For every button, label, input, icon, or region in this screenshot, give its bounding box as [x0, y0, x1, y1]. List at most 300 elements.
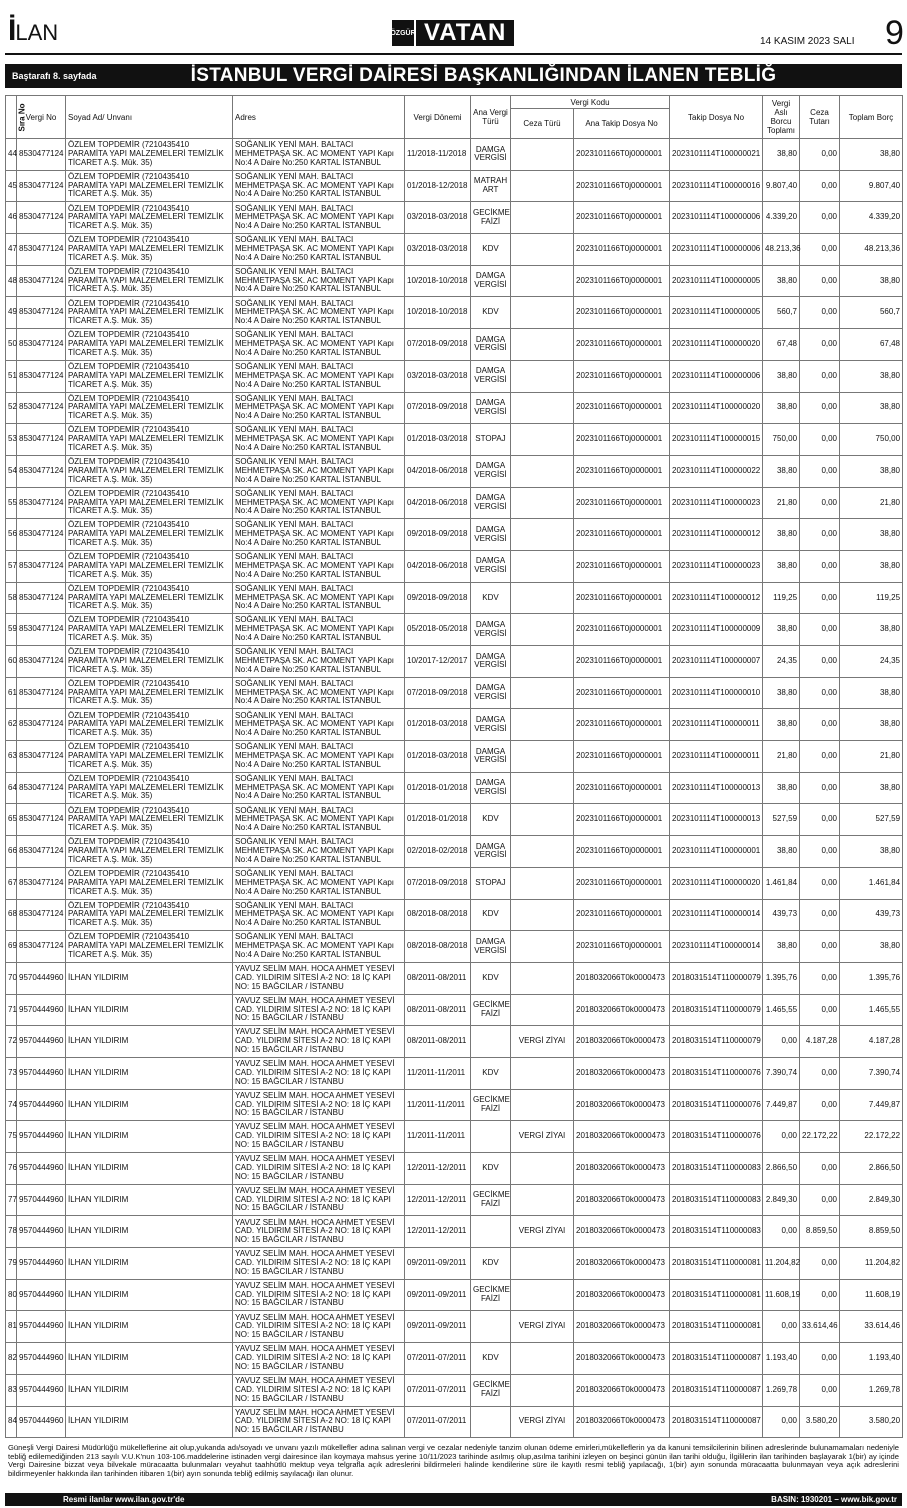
cell-asli: 0,00 — [763, 1311, 800, 1343]
cell-ceza-tutari: 0,00 — [800, 994, 840, 1026]
cell-toplam: 48.213,36 — [840, 234, 903, 266]
cell-takip: 2018031514T110000083 — [670, 1153, 763, 1185]
cell-donem: 10/2017-12/2017 — [405, 646, 471, 678]
cell-ana-takip: 2023101166T0j0000001 — [574, 202, 670, 234]
cell-sira: 50 — [6, 329, 17, 361]
cell-toplam: 38,80 — [840, 772, 903, 804]
col-asli: Vergi Aslı Borcu Toplamı — [763, 96, 800, 139]
cell-adres: SOĞANLIK YENİ MAH. BALTACI MEHMETPAŞA SK. AC MOMENT YAPI Kapı No:4 A Daire No:250 KARTAL İSTANBUL — [233, 550, 405, 582]
cell-donem: 07/2011-07/2011 — [405, 1406, 471, 1438]
cell-adres: YAVUZ SELİM MAH. HOCA AHMET YESEVİ CAD. YILDIRIM SİTESİ A-2 NO: 18 İÇ KAPI NO: 15 BAĞCILAR / İSTANBU — [233, 962, 405, 994]
cell-ana-takip: 2018032066T0k0000473 — [574, 1121, 670, 1153]
continued-from: Baştarafı 8. sayfada — [12, 71, 97, 81]
cell-adres: YAVUZ SELİM MAH. HOCA AHMET YESEVİ CAD. YILDIRIM SİTESİ A-2 NO: 18 İÇ KAPI NO: 15 BAĞCILAR / İSTANBU — [233, 1248, 405, 1280]
cell-ana-vergi: DAMGA VERGİSİ — [471, 455, 511, 487]
cell-vergi-no: 8530477124 — [17, 455, 66, 487]
cell-adres: SOĞANLIK YENİ MAH. BALTACI MEHMETPAŞA SK. AC MOMENT YAPI Kapı No:4 A Daire No:250 KARTAL İSTANBUL — [233, 677, 405, 709]
section-label — [8, 14, 58, 48]
cell-ana-takip: 2018032066T0k0000473 — [574, 1089, 670, 1121]
cell-ceza-tutari: 0,00 — [800, 867, 840, 899]
section-initial: İ — [8, 14, 16, 47]
cell-unvan: ÖZLEM TOPDEMİR (7210435410 PARAMİTA YAPI MALZEMELERİ TEMİZLİK TİCARET A.Ş. Mük. 35) — [66, 170, 233, 202]
cell-asli: 11.608,19 — [763, 1279, 800, 1311]
cell-ceza-turu: VERGİ ZİYAI — [511, 1406, 574, 1438]
cell-ceza-turu — [511, 1343, 574, 1375]
cell-vergi-no: 8530477124 — [17, 550, 66, 582]
col-vergi-kodu: Vergi Kodu — [511, 96, 670, 109]
title-bar — [5, 64, 902, 88]
cell-unvan: ÖZLEM TOPDEMİR (7210435410 PARAMİTA YAPI MALZEMELERİ TEMİZLİK TİCARET A.Ş. Mük. 35) — [66, 899, 233, 931]
cell-ana-vergi: GECİKME FAİZİ — [471, 202, 511, 234]
legal-footnote: Güneşli Vergi Dairesi Müdürlüğü mükelleflerine ait olup,yukanda adı/soyadı ve unvanı yazılı mükellefler adına salınan vergi ve cezalar nedeniyle tanzim olunan ödeme emirleri,mükelleflerin ya da kanuni temsilcilerinin bilinen adreslerinde bulunamamaları nedeniyle tebliğ edilemediğinden 213 sayılı V.U.K'nun 103-106.maddelerine istinaden vergi dairesince ilan koymaya mahsus yerine 10/11/2023 tarihinde asılmış olup,asılma tarihini izleyen on beşinci günün ilan tarihi olduğu, İlgililerin ilan tarihinden başlayarak 1(bir) ay içinde Vergi Dairesine bizzat veya bilvekale müracaatta bulunmaları veyahut taahhütlü mektup veya telgrafla açık adreslerini bildirmeleri halinde kendilerine süre ile kayıtlı resmi tebliğ yapılacağı, 1(bir) ayın sonunda müracaatta bulunmayan veya açık adreslerini bildirmeyenler hakkında ilan tarihinden itibaren 1(bir) ayın sonunda tebliğ edilmiş sayılacağı ilan olunur. — [8, 1443, 899, 1478]
notice-table — [5, 95, 903, 1438]
cell-asli: 48.213,36 — [763, 234, 800, 266]
cell-asli: 0,00 — [763, 1406, 800, 1438]
cell-sira: 74 — [6, 1089, 17, 1121]
cell-unvan: ÖZLEM TOPDEMİR (7210435410 PARAMİTA YAPI MALZEMELERİ TEMİZLİK TİCARET A.Ş. Mük. 35) — [66, 741, 233, 773]
cell-ceza-turu — [511, 392, 574, 424]
cell-ceza-tutari: 0,00 — [800, 1089, 840, 1121]
table-row — [6, 202, 903, 234]
cell-adres: SOĞANLIK YENİ MAH. BALTACI MEHMETPAŞA SK. AC MOMENT YAPI Kapı No:4 A Daire No:250 KARTAL İSTANBUL — [233, 329, 405, 361]
cell-asli: 1.395,76 — [763, 962, 800, 994]
cell-ceza-tutari: 0,00 — [800, 550, 840, 582]
cell-vergi-no: 8530477124 — [17, 360, 66, 392]
cell-sira: 46 — [6, 202, 17, 234]
cell-adres: SOĞANLIK YENİ MAH. BALTACI MEHMETPAŞA SK. AC MOMENT YAPI Kapı No:4 A Daire No:250 KARTAL İSTANBUL — [233, 202, 405, 234]
cell-toplam: 4.187,28 — [840, 1026, 903, 1058]
cell-adres: SOĞANLIK YENİ MAH. BALTACI MEHMETPAŞA SK. AC MOMENT YAPI Kapı No:4 A Daire No:250 KARTAL İSTANBUL — [233, 139, 405, 171]
cell-toplam: 38,80 — [840, 709, 903, 741]
cell-donem: 07/2011-07/2011 — [405, 1374, 471, 1406]
cell-takip: 2018031514T110000076 — [670, 1121, 763, 1153]
cell-unvan: İLHAN YILDIRIM — [66, 1089, 233, 1121]
cell-adres: YAVUZ SELİM MAH. HOCA AHMET YESEVİ CAD. YILDIRIM SİTESİ A-2 NO: 18 İÇ KAPI NO: 15 BAĞCILAR / İSTANBU — [233, 1374, 405, 1406]
issue-date: 14 KASIM 2023 SALI — [760, 36, 855, 47]
cell-toplam: 750,00 — [840, 424, 903, 456]
cell-sira: 55 — [6, 487, 17, 519]
cell-ana-takip: 2023101166T0j0000001 — [574, 614, 670, 646]
cell-ceza-tutari: 0,00 — [800, 709, 840, 741]
cell-asli: 1.193,40 — [763, 1343, 800, 1375]
table-row — [6, 1311, 903, 1343]
cell-ana-vergi: DAMGA VERGİSİ — [471, 709, 511, 741]
cell-vergi-no: 8530477124 — [17, 234, 66, 266]
cell-asli: 38,80 — [763, 455, 800, 487]
cell-ana-takip: 2018032066T0k0000473 — [574, 1279, 670, 1311]
cell-donem: 07/2018-09/2018 — [405, 392, 471, 424]
cell-adres: SOĞANLIK YENİ MAH. BALTACI MEHMETPAŞA SK. AC MOMENT YAPI Kapı No:4 A Daire No:250 KARTAL İSTANBUL — [233, 455, 405, 487]
cell-unvan: İLHAN YILDIRIM — [66, 1311, 233, 1343]
cell-toplam: 7.449,87 — [840, 1089, 903, 1121]
cell-donem: 01/2018-03/2018 — [405, 741, 471, 773]
cell-vergi-no: 9570444960 — [17, 962, 66, 994]
cell-ana-vergi: DAMGA VERGİSİ — [471, 550, 511, 582]
cell-ceza-turu — [511, 234, 574, 266]
cell-donem: 01/2018-01/2018 — [405, 804, 471, 836]
cell-sira: 68 — [6, 899, 17, 931]
cell-donem: 04/2018-06/2018 — [405, 487, 471, 519]
cell-adres: YAVUZ SELİM MAH. HOCA AHMET YESEVİ CAD. YILDIRIM SİTESİ A-2 NO: 18 İÇ KAPI NO: 15 BAĞCILAR / İSTANBU — [233, 1279, 405, 1311]
cell-donem: 09/2011-09/2011 — [405, 1248, 471, 1280]
cell-ana-vergi: DAMGA VERGİSİ — [471, 646, 511, 678]
cell-unvan: ÖZLEM TOPDEMİR (7210435410 PARAMİTA YAPI MALZEMELERİ TEMİZLİK TİCARET A.Ş. Mük. 35) — [66, 550, 233, 582]
footer-bar — [5, 1493, 902, 1506]
cell-asli: 1.461,84 — [763, 867, 800, 899]
cell-unvan: ÖZLEM TOPDEMİR (7210435410 PARAMİTA YAPI MALZEMELERİ TEMİZLİK TİCARET A.Ş. Mük. 35) — [66, 139, 233, 171]
cell-adres: YAVUZ SELİM MAH. HOCA AHMET YESEVİ CAD. YILDIRIM SİTESİ A-2 NO: 18 İÇ KAPI NO: 15 BAĞCILAR / İSTANBU — [233, 1089, 405, 1121]
cell-asli: 1.269,78 — [763, 1374, 800, 1406]
cell-ana-takip: 2023101166T0j0000001 — [574, 297, 670, 329]
cell-adres: YAVUZ SELİM MAH. HOCA AHMET YESEVİ CAD. YILDIRIM SİTESİ A-2 NO: 18 İÇ KAPI NO: 15 BAĞCILAR / İSTANBU — [233, 1216, 405, 1248]
cell-unvan: ÖZLEM TOPDEMİR (7210435410 PARAMİTA YAPI MALZEMELERİ TEMİZLİK TİCARET A.Ş. Mük. 35) — [66, 582, 233, 614]
table-row — [6, 1406, 903, 1438]
cell-asli: 2.849,30 — [763, 1184, 800, 1216]
cell-toplam: 1.461,84 — [840, 867, 903, 899]
cell-sira: 69 — [6, 931, 17, 963]
cell-adres: SOĞANLIK YENİ MAH. BALTACI MEHMETPAŞA SK. AC MOMENT YAPI Kapı No:4 A Daire No:250 KARTAL İSTANBUL — [233, 392, 405, 424]
cell-ana-takip: 2018032066T0k0000473 — [574, 1248, 670, 1280]
cell-adres: YAVUZ SELİM MAH. HOCA AHMET YESEVİ CAD. YILDIRIM SİTESİ A-2 NO: 18 İÇ KAPI NO: 15 BAĞCILAR / İSTANBU — [233, 1343, 405, 1375]
cell-unvan: ÖZLEM TOPDEMİR (7210435410 PARAMİTA YAPI MALZEMELERİ TEMİZLİK TİCARET A.Ş. Mük. 35) — [66, 709, 233, 741]
cell-sira: 84 — [6, 1406, 17, 1438]
cell-ana-takip: 2023101166T0j0000001 — [574, 170, 670, 202]
cell-asli: 0,00 — [763, 1121, 800, 1153]
cell-asli: 4.339,20 — [763, 202, 800, 234]
cell-asli: 38,80 — [763, 836, 800, 868]
cell-vergi-no: 9570444960 — [17, 1216, 66, 1248]
cell-ceza-tutari: 0,00 — [800, 931, 840, 963]
cell-vergi-no: 9570444960 — [17, 1279, 66, 1311]
cell-takip: 2023101114T100000010 — [670, 677, 763, 709]
cell-ceza-tutari: 0,00 — [800, 297, 840, 329]
cell-ceza-turu — [511, 1374, 574, 1406]
cell-ana-vergi: GECİKME FAİZİ — [471, 994, 511, 1026]
table-row — [6, 1216, 903, 1248]
cell-ana-vergi: KDV — [471, 582, 511, 614]
cell-ceza-tutari: 4.187,28 — [800, 1026, 840, 1058]
cell-vergi-no: 8530477124 — [17, 899, 66, 931]
table-row — [6, 139, 903, 171]
footer-ilan-link: Resmi ilanlar www.ilan.gov.tr'de — [63, 1495, 185, 1504]
cell-sira: 65 — [6, 804, 17, 836]
cell-sira: 59 — [6, 614, 17, 646]
cell-ana-vergi: DAMGA VERGİSİ — [471, 487, 511, 519]
cell-sira: 60 — [6, 646, 17, 678]
cell-unvan: İLHAN YILDIRIM — [66, 962, 233, 994]
cell-ceza-tutari: 0,00 — [800, 139, 840, 171]
cell-ceza-tutari: 3.580,20 — [800, 1406, 840, 1438]
cell-adres: SOĞANLIK YENİ MAH. BALTACI MEHMETPAŞA SK. AC MOMENT YAPI Kapı No:4 A Daire No:250 KARTAL İSTANBUL — [233, 772, 405, 804]
cell-unvan: İLHAN YILDIRIM — [66, 1184, 233, 1216]
cell-ceza-tutari: 0,00 — [800, 360, 840, 392]
cell-asli: 67,48 — [763, 329, 800, 361]
logo-badge: ÖZGÜR — [392, 20, 414, 46]
cell-adres: SOĞANLIK YENİ MAH. BALTACI MEHMETPAŞA SK. AC MOMENT YAPI Kapı No:4 A Daire No:250 KARTAL İSTANBUL — [233, 614, 405, 646]
cell-sira: 67 — [6, 867, 17, 899]
cell-sira: 73 — [6, 1057, 17, 1089]
cell-ana-vergi: KDV — [471, 1057, 511, 1089]
cell-asli: 38,80 — [763, 392, 800, 424]
table-row — [6, 234, 903, 266]
cell-donem: 05/2018-05/2018 — [405, 614, 471, 646]
cell-donem: 11/2018-11/2018 — [405, 139, 471, 171]
cell-adres: SOĞANLIK YENİ MAH. BALTACI MEHMETPAŞA SK. AC MOMENT YAPI Kapı No:4 A Daire No:250 KARTAL İSTANBUL — [233, 836, 405, 868]
cell-donem: 09/2018-09/2018 — [405, 519, 471, 551]
cell-takip: 2018031514T110000087 — [670, 1343, 763, 1375]
cell-adres: YAVUZ SELİM MAH. HOCA AHMET YESEVİ CAD. YILDIRIM SİTESİ A-2 NO: 18 İÇ KAPI NO: 15 BAĞCILAR / İSTANBU — [233, 1121, 405, 1153]
table-row — [6, 1121, 903, 1153]
cell-ana-takip: 2023101166T0j0000001 — [574, 582, 670, 614]
cell-ceza-turu — [511, 741, 574, 773]
cell-unvan: İLHAN YILDIRIM — [66, 1406, 233, 1438]
logo-text: VATAN — [416, 20, 514, 46]
cell-vergi-no: 9570444960 — [17, 1153, 66, 1185]
newspaper-logo — [392, 20, 514, 46]
cell-ceza-turu — [511, 836, 574, 868]
cell-toplam: 119,25 — [840, 582, 903, 614]
cell-ana-vergi: STOPAJ — [471, 867, 511, 899]
cell-adres: YAVUZ SELİM MAH. HOCA AHMET YESEVİ CAD. YILDIRIM SİTESİ A-2 NO: 18 İÇ KAPI NO: 15 BAĞCILAR / İSTANBU — [233, 1057, 405, 1089]
cell-ana-vergi — [471, 1406, 511, 1438]
cell-unvan: ÖZLEM TOPDEMİR (7210435410 PARAMİTA YAPI MALZEMELERİ TEMİZLİK TİCARET A.Ş. Mük. 35) — [66, 455, 233, 487]
cell-ceza-tutari: 0,00 — [800, 582, 840, 614]
cell-sira: 49 — [6, 297, 17, 329]
col-toplam: Toplam Borç — [840, 96, 903, 139]
table-row — [6, 550, 903, 582]
cell-ana-takip: 2023101166T0j0000001 — [574, 424, 670, 456]
table-row — [6, 1374, 903, 1406]
cell-vergi-no: 8530477124 — [17, 392, 66, 424]
col-donem: Vergi Dönemi — [405, 96, 471, 139]
cell-toplam: 38,80 — [840, 677, 903, 709]
table-row — [6, 962, 903, 994]
cell-ana-vergi: KDV — [471, 962, 511, 994]
cell-asli: 38,80 — [763, 139, 800, 171]
cell-ana-takip: 2023101166T0j0000001 — [574, 455, 670, 487]
cell-adres: SOĞANLIK YENİ MAH. BALTACI MEHMETPAŞA SK. AC MOMENT YAPI Kapı No:4 A Daire No:250 KARTAL İSTANBUL — [233, 519, 405, 551]
cell-ceza-turu — [511, 899, 574, 931]
cell-toplam: 38,80 — [840, 265, 903, 297]
cell-toplam: 1.193,40 — [840, 1343, 903, 1375]
col-ceza-turu: Ceza Türü — [511, 109, 574, 139]
cell-sira: 75 — [6, 1121, 17, 1153]
table-row — [6, 455, 903, 487]
table-row — [6, 519, 903, 551]
cell-toplam: 560,7 — [840, 297, 903, 329]
cell-donem: 11/2011-11/2011 — [405, 1057, 471, 1089]
col-ana-takip: Ana Takip Dosya No — [574, 109, 670, 139]
cell-toplam: 2.866,50 — [840, 1153, 903, 1185]
cell-asli: 38,80 — [763, 709, 800, 741]
cell-takip: 2023101114T100000016 — [670, 170, 763, 202]
cell-sira: 63 — [6, 741, 17, 773]
cell-adres: YAVUZ SELİM MAH. HOCA AHMET YESEVİ CAD. YILDIRIM SİTESİ A-2 NO: 18 İÇ KAPI NO: 15 BAĞCILAR / İSTANBU — [233, 1184, 405, 1216]
cell-ana-vergi — [471, 1026, 511, 1058]
table-row — [6, 1153, 903, 1185]
cell-ceza-tutari: 0,00 — [800, 1279, 840, 1311]
cell-unvan: İLHAN YILDIRIM — [66, 1216, 233, 1248]
cell-asli: 21,80 — [763, 741, 800, 773]
cell-takip: 2018031514T110000079 — [670, 1026, 763, 1058]
cell-unvan: ÖZLEM TOPDEMİR (7210435410 PARAMİTA YAPI MALZEMELERİ TEMİZLİK TİCARET A.Ş. Mük. 35) — [66, 297, 233, 329]
cell-unvan: ÖZLEM TOPDEMİR (7210435410 PARAMİTA YAPI MALZEMELERİ TEMİZLİK TİCARET A.Ş. Mük. 35) — [66, 804, 233, 836]
cell-vergi-no: 8530477124 — [17, 265, 66, 297]
cell-toplam: 2.849,30 — [840, 1184, 903, 1216]
cell-ceza-turu — [511, 424, 574, 456]
cell-toplam: 11.204,82 — [840, 1248, 903, 1280]
cell-toplam: 439,73 — [840, 899, 903, 931]
cell-toplam: 1.395,76 — [840, 962, 903, 994]
cell-unvan: İLHAN YILDIRIM — [66, 994, 233, 1026]
cell-vergi-no: 8530477124 — [17, 424, 66, 456]
cell-adres: YAVUZ SELİM MAH. HOCA AHMET YESEVİ CAD. YILDIRIM SİTESİ A-2 NO: 18 İÇ KAPI NO: 15 BAĞCILAR / İSTANBU — [233, 1311, 405, 1343]
cell-unvan: ÖZLEM TOPDEMİR (7210435410 PARAMİTA YAPI MALZEMELERİ TEMİZLİK TİCARET A.Ş. Mük. 35) — [66, 487, 233, 519]
cell-ceza-tutari: 0,00 — [800, 899, 840, 931]
cell-ana-takip: 2023101166T0j0000001 — [574, 265, 670, 297]
cell-ana-takip: 2018032066T0k0000473 — [574, 1406, 670, 1438]
cell-takip: 2023101114T100000006 — [670, 234, 763, 266]
cell-takip: 2023101114T100000011 — [670, 741, 763, 773]
cell-ceza-tutari: 0,00 — [800, 772, 840, 804]
cell-vergi-no: 8530477124 — [17, 487, 66, 519]
cell-ceza-turu — [511, 1248, 574, 1280]
cell-ceza-tutari: 0,00 — [800, 1057, 840, 1089]
cell-donem: 10/2018-10/2018 — [405, 265, 471, 297]
cell-sira: 66 — [6, 836, 17, 868]
cell-toplam: 21,80 — [840, 741, 903, 773]
cell-sira: 56 — [6, 519, 17, 551]
cell-unvan: İLHAN YILDIRIM — [66, 1153, 233, 1185]
cell-ceza-tutari: 0,00 — [800, 234, 840, 266]
cell-toplam: 22.172,22 — [840, 1121, 903, 1153]
cell-ana-vergi — [471, 1216, 511, 1248]
cell-ana-takip: 2023101166T0j0000001 — [574, 487, 670, 519]
cell-ana-vergi: DAMGA VERGİSİ — [471, 836, 511, 868]
cell-toplam: 1.465,55 — [840, 994, 903, 1026]
cell-toplam: 11.608,19 — [840, 1279, 903, 1311]
table-row — [6, 1026, 903, 1058]
cell-donem: 07/2018-09/2018 — [405, 329, 471, 361]
table-row — [6, 772, 903, 804]
cell-asli: 7.449,87 — [763, 1089, 800, 1121]
cell-sira: 61 — [6, 677, 17, 709]
cell-sira: 53 — [6, 424, 17, 456]
cell-donem: 11/2011-11/2011 — [405, 1089, 471, 1121]
cell-ana-vergi: GECİKME FAİZİ — [471, 1089, 511, 1121]
cell-ana-vergi: DAMGA VERGİSİ — [471, 677, 511, 709]
cell-ana-takip: 2018032066T0k0000473 — [574, 1374, 670, 1406]
cell-ceza-turu — [511, 329, 574, 361]
cell-takip: 2018031514T110000083 — [670, 1184, 763, 1216]
cell-donem: 04/2018-06/2018 — [405, 550, 471, 582]
cell-vergi-no: 8530477124 — [17, 677, 66, 709]
cell-ana-takip: 2023101166T0j0000001 — [574, 392, 670, 424]
cell-vergi-no: 8530477124 — [17, 931, 66, 963]
cell-donem: 08/2011-08/2011 — [405, 1026, 471, 1058]
col-ana-vergi: Ana Vergi Türü — [471, 96, 511, 139]
cell-ceza-turu — [511, 297, 574, 329]
cell-unvan: İLHAN YILDIRIM — [66, 1026, 233, 1058]
cell-ana-vergi: KDV — [471, 804, 511, 836]
cell-toplam: 38,80 — [840, 392, 903, 424]
cell-ceza-tutari: 0,00 — [800, 202, 840, 234]
table-row — [6, 1248, 903, 1280]
cell-donem: 01/2018-12/2018 — [405, 170, 471, 202]
cell-donem: 11/2011-11/2011 — [405, 1121, 471, 1153]
cell-vergi-no: 8530477124 — [17, 804, 66, 836]
cell-takip: 2018031514T110000083 — [670, 1216, 763, 1248]
cell-ceza-turu — [511, 931, 574, 963]
cell-adres: SOĞANLIK YENİ MAH. BALTACI MEHMETPAŞA SK. AC MOMENT YAPI Kapı No:4 A Daire No:250 KARTAL İSTANBUL — [233, 487, 405, 519]
cell-ana-takip: 2023101166T0j0000001 — [574, 899, 670, 931]
cell-vergi-no: 9570444960 — [17, 1343, 66, 1375]
cell-takip: 2018031514T110000081 — [670, 1311, 763, 1343]
cell-ana-vergi: MATRAH ART — [471, 170, 511, 202]
cell-ana-takip: 2018032066T0k0000473 — [574, 1057, 670, 1089]
cell-ceza-tutari: 0,00 — [800, 1343, 840, 1375]
cell-ceza-tutari: 0,00 — [800, 614, 840, 646]
cell-asli: 2.866,50 — [763, 1153, 800, 1185]
cell-unvan: ÖZLEM TOPDEMİR (7210435410 PARAMİTA YAPI MALZEMELERİ TEMİZLİK TİCARET A.Ş. Mük. 35) — [66, 646, 233, 678]
cell-sira: 57 — [6, 550, 17, 582]
cell-adres: SOĞANLIK YENİ MAH. BALTACI MEHMETPAŞA SK. AC MOMENT YAPI Kapı No:4 A Daire No:250 KARTAL İSTANBUL — [233, 709, 405, 741]
cell-takip: 2023101114T100000020 — [670, 392, 763, 424]
cell-ana-vergi: DAMGA VERGİSİ — [471, 772, 511, 804]
cell-toplam: 38,80 — [840, 360, 903, 392]
cell-toplam: 4.339,20 — [840, 202, 903, 234]
cell-asli: 0,00 — [763, 1216, 800, 1248]
cell-asli: 24,35 — [763, 646, 800, 678]
cell-adres: SOĞANLIK YENİ MAH. BALTACI MEHMETPAŞA SK. AC MOMENT YAPI Kapı No:4 A Daire No:250 KARTAL İSTANBUL — [233, 424, 405, 456]
cell-takip: 2023101114T100000012 — [670, 582, 763, 614]
cell-sira: 44 — [6, 139, 17, 171]
cell-takip: 2023101114T100000005 — [670, 297, 763, 329]
cell-ceza-turu — [511, 455, 574, 487]
cell-sira: 83 — [6, 1374, 17, 1406]
cell-vergi-no: 8530477124 — [17, 741, 66, 773]
cell-ceza-tutari: 0,00 — [800, 170, 840, 202]
cell-asli: 560,7 — [763, 297, 800, 329]
col-adres: Adres — [233, 96, 405, 139]
cell-sira: 62 — [6, 709, 17, 741]
cell-sira: 77 — [6, 1184, 17, 1216]
table-row — [6, 297, 903, 329]
table-row — [6, 899, 903, 931]
cell-ceza-tutari: 0,00 — [800, 677, 840, 709]
cell-asli: 439,73 — [763, 899, 800, 931]
cell-vergi-no: 8530477124 — [17, 329, 66, 361]
cell-ana-takip: 2018032066T0k0000473 — [574, 994, 670, 1026]
cell-asli: 527,59 — [763, 804, 800, 836]
cell-ana-takip: 2018032066T0k0000473 — [574, 1153, 670, 1185]
cell-ceza-turu — [511, 1089, 574, 1121]
cell-toplam: 38,80 — [840, 455, 903, 487]
cell-donem: 08/2018-08/2018 — [405, 899, 471, 931]
cell-toplam: 38,80 — [840, 614, 903, 646]
cell-ceza-turu — [511, 994, 574, 1026]
col-sira: Sıra No — [6, 96, 17, 139]
cell-ana-takip: 2023101166T0j0000001 — [574, 646, 670, 678]
cell-toplam: 8.859,50 — [840, 1216, 903, 1248]
cell-takip: 2018031514T110000087 — [670, 1374, 763, 1406]
cell-unvan: ÖZLEM TOPDEMİR (7210435410 PARAMİTA YAPI MALZEMELERİ TEMİZLİK TİCARET A.Ş. Mük. 35) — [66, 265, 233, 297]
cell-asli: 1.465,55 — [763, 994, 800, 1026]
cell-adres: SOĞANLIK YENİ MAH. BALTACI MEHMETPAŞA SK. AC MOMENT YAPI Kapı No:4 A Daire No:250 KARTAL İSTANBUL — [233, 265, 405, 297]
cell-unvan: İLHAN YILDIRIM — [66, 1121, 233, 1153]
cell-takip: 2023101114T100000005 — [670, 265, 763, 297]
cell-takip: 2018031514T110000081 — [670, 1279, 763, 1311]
